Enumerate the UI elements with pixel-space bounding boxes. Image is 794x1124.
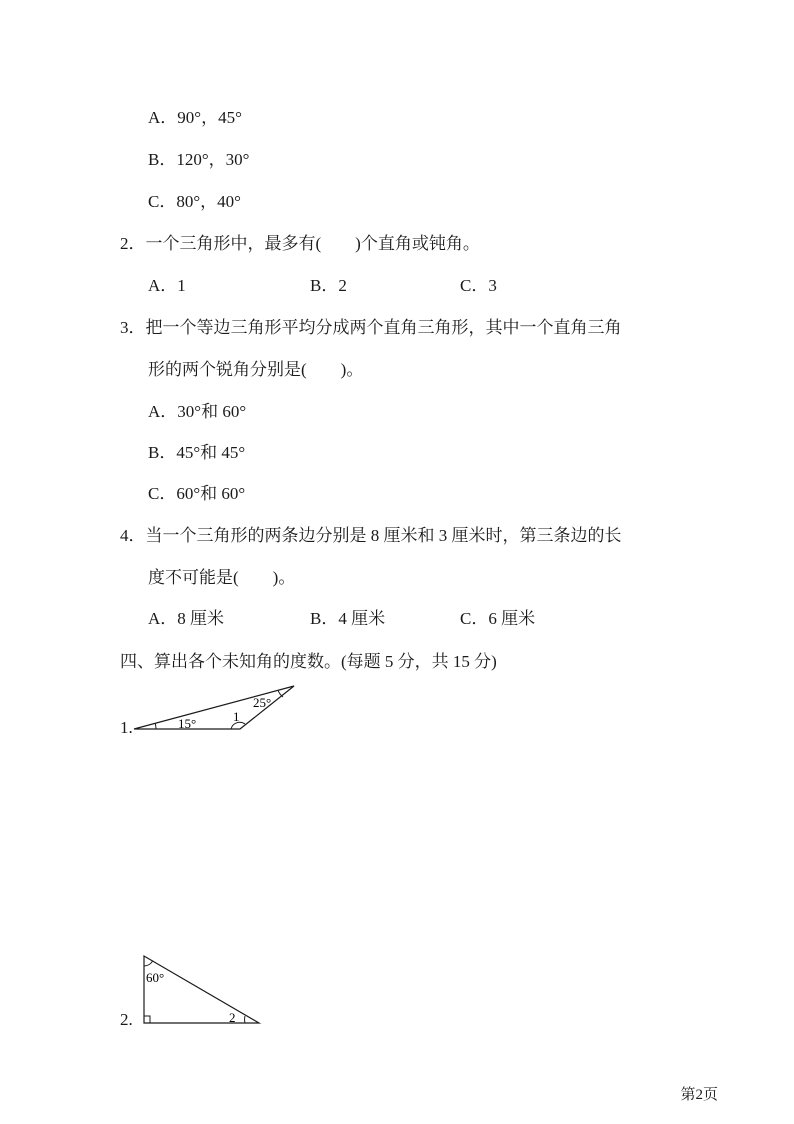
- figure1-arc-left: [155, 723, 156, 729]
- q1-option-b: B．120°，30°: [148, 150, 250, 169]
- figure2-arc-top: [144, 961, 153, 967]
- page-number: 第2页: [680, 1087, 718, 1103]
- figure1-angle-25: 25°: [253, 695, 272, 710]
- q4-option-b: B．4 厘米: [310, 609, 386, 628]
- figure1-angle-1: 1: [233, 709, 240, 724]
- q4-stem-line2: 度不可能是( )。: [148, 568, 296, 587]
- section4-title: 四、算出各个未知角的度数。(每题 5 分，共 15 分): [120, 652, 497, 671]
- q2-option-b: B．2: [310, 276, 347, 295]
- q4-option-c: C．6 厘米: [460, 609, 536, 628]
- figure1-label: 1.: [120, 718, 133, 737]
- q2-option-a: A．1: [148, 276, 186, 295]
- q3-stem-line1: 3．把一个等边三角形平均分成两个直角三角形，其中一个直角三角: [120, 318, 622, 337]
- q1-option-c: C．80°，40°: [148, 192, 241, 211]
- figure1-angle-15: 15°: [178, 716, 197, 731]
- figure2-label: 2.: [120, 1010, 133, 1029]
- q3-option-c: C．60°和 60°: [148, 484, 246, 503]
- figure2-triangle-diagram: [138, 950, 268, 1028]
- figure1-triangle-diagram: [128, 680, 303, 736]
- figure2-angle-60: 60°: [146, 970, 165, 985]
- q3-option-b: B．45°和 45°: [148, 443, 246, 462]
- q1-option-a: A．90°，45°: [148, 108, 242, 127]
- q2-option-c: C．3: [460, 276, 497, 295]
- q4-stem-line1: 4．当一个三角形的两条边分别是 8 厘米和 3 厘米时，第三条边的长: [120, 526, 622, 545]
- q4-option-a: A．8 厘米: [148, 609, 225, 628]
- figure2-triangle: [144, 956, 259, 1023]
- figure2-angle-2: 2: [229, 1010, 236, 1025]
- q3-stem-line2: 形的两个锐角分别是( )。: [148, 360, 364, 379]
- figure2-right-angle-mark: [144, 1016, 150, 1023]
- q2-stem: 2．一个三角形中，最多有( )个直角或钝角。: [120, 234, 480, 253]
- q3-option-a: A．30°和 60°: [148, 402, 247, 421]
